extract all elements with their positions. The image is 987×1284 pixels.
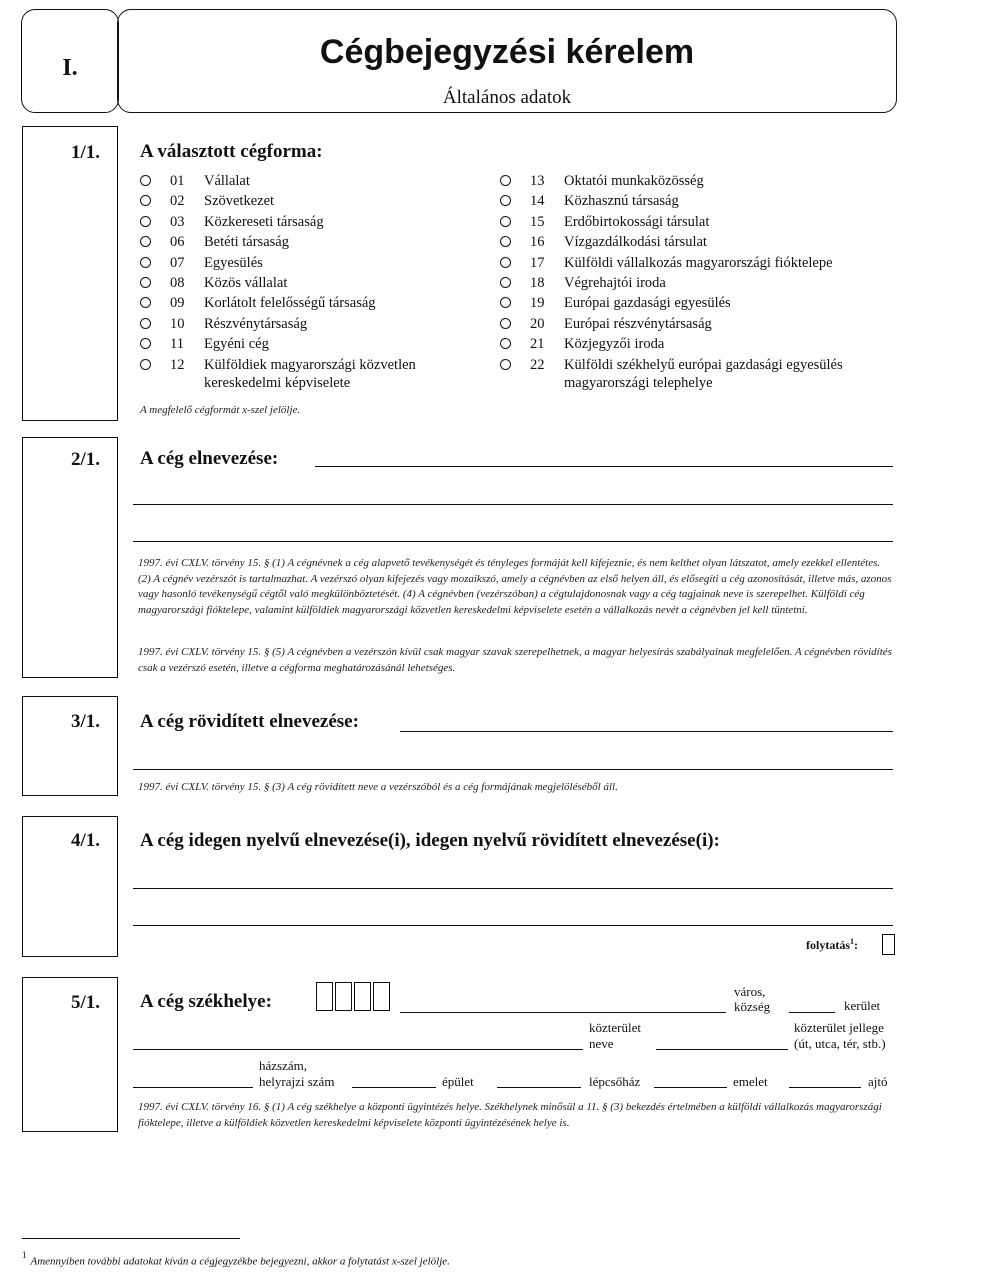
- section-heading-cegforma: A választott cégforma:: [140, 141, 323, 162]
- radio-circle-icon[interactable]: [140, 277, 151, 288]
- option-label: Erdőbirtokossági társulat: [564, 213, 710, 230]
- section-heading-rovid-nev: A cég rövidített elnevezése:: [140, 711, 359, 732]
- option-code: 06: [170, 234, 185, 251]
- option-label: Végrehajtói iroda: [564, 275, 666, 291]
- option-code: 21: [530, 336, 545, 353]
- emelet-line[interactable]: [654, 1087, 727, 1088]
- radio-circle-icon[interactable]: [500, 318, 511, 329]
- idegen-nev-line-1[interactable]: [133, 888, 893, 889]
- footnote: [22, 1250, 450, 1269]
- radio-circle-icon[interactable]: [140, 175, 151, 186]
- hazszam-label: házszám,: [259, 1058, 308, 1073]
- option-label-continued: magyarországi telephelye: [564, 374, 713, 391]
- radio-circle-icon[interactable]: [140, 338, 151, 349]
- option-label: Közös vállalat: [204, 275, 288, 291]
- folytatas-checkbox[interactable]: [882, 934, 895, 955]
- rovid-nev-law-note: 1997. évi CXLV. törvény 15. § (3) A cég rövidített neve a vezérszóból és a cég formájának megjelöléséből áll.: [138, 781, 618, 793]
- radio-circle-icon[interactable]: [140, 359, 151, 370]
- szekhely-law-note: 1997. évi CXLV. törvény 16. § (1) A cég székhelye a központi ügyintézés helye. Székhelynek minősül a 11. § (3) bekezdés értelmében a külföldi vállalkozás magyarországi fióktelepe, illetve a külföldiek közvetlen kereskedelmi képviselete központi ügyintézésének helye is.: [138, 1101, 882, 1129]
- option-code: 10: [170, 315, 185, 332]
- option-label: Oktatói munkaközösség: [564, 173, 704, 189]
- emelet-label: emelet: [733, 1074, 768, 1089]
- option-code: 22: [530, 356, 545, 373]
- rovid-nev-line-2[interactable]: [133, 769, 893, 770]
- option-code: 19: [530, 295, 545, 312]
- option-code: 14: [530, 193, 545, 210]
- cegforma-option-21[interactable]: [500, 335, 900, 353]
- option-code: 01: [170, 173, 185, 189]
- radio-circle-icon[interactable]: [140, 216, 151, 227]
- cegforma-option-03[interactable]: [140, 213, 490, 231]
- footnote-mark: 1: [22, 1250, 27, 1260]
- radio-circle-icon[interactable]: [500, 297, 511, 308]
- footnote-separator: [22, 1238, 240, 1239]
- cegforma-option-16[interactable]: [500, 233, 900, 251]
- section-box-2: [22, 437, 118, 678]
- cegnev-line-3[interactable]: [133, 541, 893, 542]
- option-code: 09: [170, 295, 185, 312]
- option-code: 15: [530, 213, 545, 230]
- section-roman-numeral: I.: [62, 55, 78, 81]
- radio-circle-icon[interactable]: [500, 338, 511, 349]
- option-code: 03: [170, 213, 185, 230]
- cegforma-option-12[interactable]: [140, 356, 490, 392]
- kozterulet-label: közterület: [589, 1020, 641, 1035]
- radio-circle-icon[interactable]: [500, 195, 511, 206]
- option-label: Részvénytársaság: [204, 315, 308, 332]
- option-label: Európai részvénytársaság: [564, 315, 712, 332]
- radio-circle-icon[interactable]: [140, 318, 151, 329]
- cegnev-law-note-1: 1997. évi CXLV. törvény 15. § (1) A cégnévnek a cég alapvető tevékenységét és tényleges formáját kell kifejeznie, és nem kelthet olyan látszatot, amely ezekkel ellentétes. (2) A cégnév vezérszót is tartalmazhat. A vezérszó olyan kifejezés vagy mozaikszó, amely a cégnévben az első helyen áll, és elősegíti a cég azonosítását, illetve más, azonos vagy hasonló tevékenységű cégtől való megkülönböztetését. (4) A cégnévben (vezérszóban) a cégtulajdonosnak vagy a cég tagjainak neve is szerepelhet. Külföldi cég magyarországi fióktelepe, valamint külföldiek magyarországi közvetlen kereskedelmi képviselete esetén a vállalkozás nevét a cégnévben jel kell tüntetni.: [138, 557, 892, 616]
- radio-circle-icon[interactable]: [500, 216, 511, 227]
- option-code: 12: [170, 356, 185, 373]
- iranyitoszam-boxes[interactable]: [316, 982, 392, 1016]
- cegforma-option-11[interactable]: [140, 335, 490, 353]
- lepcsohaz-line[interactable]: [497, 1087, 581, 1088]
- radio-circle-icon[interactable]: [500, 236, 511, 247]
- option-code: 07: [170, 254, 185, 271]
- radio-circle-icon[interactable]: [140, 236, 151, 247]
- cegnev-law-note-2: 1997. évi CXLV. törvény 15. § (5) A cégnévben a vezérszón kívül csak magyar szavak szerepelhetnek, a magyar helyesírás szabályainak megfelelően. A cégnévben rövidítés csak a vezérszó esetén, illetve a cégforma meghatározásánál lehetséges.: [138, 646, 892, 674]
- idegen-nev-line-2[interactable]: [133, 925, 893, 926]
- kozterulet-neve-line[interactable]: [133, 1049, 583, 1050]
- option-label: Betéti társaság: [204, 234, 289, 251]
- rovid-nev-line-1[interactable]: [400, 731, 893, 732]
- cegforma-option-07[interactable]: [140, 254, 490, 272]
- section-number-5: 5/1.: [70, 992, 100, 1013]
- option-code: 18: [530, 275, 545, 291]
- cegforma-option-08[interactable]: [140, 274, 490, 292]
- option-label: Európai gazdasági egyesülés: [564, 295, 731, 312]
- cegforma-option-06[interactable]: [140, 233, 490, 251]
- kozterulet-jellege-hint: (út, utca, tér, stb.): [794, 1036, 886, 1051]
- kozterulet-jellege-label: közterület jellege: [794, 1020, 884, 1035]
- cegforma-option-20[interactable]: [500, 315, 900, 333]
- kozterulet-jellege-line[interactable]: [656, 1049, 788, 1050]
- cegforma-option-02[interactable]: [140, 192, 490, 210]
- kerulet-line[interactable]: [789, 1012, 835, 1013]
- section-heading-idegen-nev: A cég idegen nyelvű elnevezése(i), idegen nyelvű rövidített elnevezése(i):: [140, 830, 720, 851]
- cegforma-note: A megfelelő cégformát x-szel jelölje.: [140, 404, 301, 416]
- cegforma-option-01[interactable]: [140, 172, 490, 190]
- section-number-2: 2/1.: [70, 449, 100, 470]
- option-code: 11: [170, 336, 184, 353]
- page-subtitle: Általános adatok: [442, 87, 572, 108]
- cegforma-option-18[interactable]: [500, 274, 900, 292]
- footnote-text: Amennyiben további adatokat kíván a cégjegyzékbe bejegyezni, akkor a folytatást x-szel jelölje.: [30, 1255, 450, 1268]
- section-box-1: [22, 126, 118, 421]
- section-heading-cegnev: A cég elnevezése:: [140, 448, 279, 469]
- option-label: Korlátolt felelősségű társaság: [204, 295, 376, 312]
- lepcsohaz-label: lépcsőház: [589, 1074, 641, 1089]
- cegforma-option-15[interactable]: [500, 213, 900, 231]
- option-code: 16: [530, 234, 545, 251]
- ajto-line[interactable]: [789, 1087, 861, 1088]
- radio-circle-icon[interactable]: [500, 277, 511, 288]
- iranyitoszam-cell-4[interactable]: [373, 982, 390, 1011]
- radio-circle-icon[interactable]: [500, 359, 511, 370]
- cegnev-line-1[interactable]: [315, 466, 893, 467]
- iranyitoszam-cell-1[interactable]: [316, 982, 333, 1011]
- cegforma-option-14[interactable]: [500, 192, 900, 210]
- option-code: 08: [170, 275, 185, 291]
- option-label: Közjegyzői iroda: [564, 336, 665, 353]
- option-label: Közkereseti társaság: [204, 213, 324, 230]
- epulet-label: épület: [442, 1074, 474, 1089]
- cegforma-option-17[interactable]: [500, 254, 900, 272]
- iranyitoszam-cell-2[interactable]: [335, 982, 352, 1011]
- option-code: 20: [530, 315, 545, 332]
- option-label: Vízgazdálkodási társulat: [564, 234, 707, 251]
- cegforma-option-09[interactable]: [140, 294, 490, 312]
- option-label: Szövetkezet: [204, 193, 275, 210]
- radio-circle-icon[interactable]: [140, 257, 151, 268]
- kozseg-label: község: [734, 999, 771, 1014]
- option-code: 02: [170, 193, 185, 210]
- cegforma-option-13[interactable]: [500, 172, 900, 190]
- radio-circle-icon[interactable]: [140, 195, 151, 206]
- option-label: Egyéni cég: [204, 336, 269, 353]
- helyrajzi-szam-label: helyrajzi szám: [259, 1074, 335, 1089]
- section-number-4: 4/1.: [70, 830, 100, 851]
- kerulet-label: kerület: [844, 998, 881, 1013]
- cegnev-line-2[interactable]: [133, 504, 893, 505]
- varos-line[interactable]: [400, 1012, 726, 1013]
- option-label: Külföldi székhelyű európai gazdasági egyesülés: [564, 356, 843, 373]
- cegforma-option-10[interactable]: [140, 315, 490, 333]
- option-label: Vállalat: [204, 173, 250, 189]
- varos-label: város,: [734, 984, 766, 999]
- option-label: Külföldi vállalkozás magyarországi fióktelepe: [564, 254, 833, 271]
- section-number-3: 3/1.: [70, 711, 100, 732]
- cegforma-option-19[interactable]: [500, 294, 900, 312]
- iranyitoszam-cell-3[interactable]: [354, 982, 371, 1011]
- hazszam-line[interactable]: [133, 1087, 253, 1088]
- option-label: Egyesülés: [204, 254, 263, 271]
- page-title: Cégbejegyzési kérelem: [319, 33, 695, 71]
- folytatas-label: folytatás$^1$:: [806, 937, 858, 952]
- option-code: 13: [530, 173, 545, 189]
- option-code: 17: [530, 254, 545, 271]
- epulet-line[interactable]: [352, 1087, 436, 1088]
- option-label: Közhasznú társaság: [564, 193, 679, 210]
- radio-circle-icon[interactable]: [500, 175, 511, 186]
- section-heading-szekhely: A cég székhelye:: [140, 991, 272, 1012]
- radio-circle-icon[interactable]: [140, 297, 151, 308]
- option-label-continued: kereskedelmi képviselete: [204, 374, 351, 391]
- option-label: Külföldiek magyarországi közvetlen: [204, 356, 416, 373]
- cegforma-option-22[interactable]: [500, 356, 900, 392]
- ajto-label: ajtó: [868, 1074, 888, 1089]
- kozterulet-neve-label: neve: [589, 1036, 614, 1051]
- section-number-1: 1/1.: [70, 142, 100, 163]
- radio-circle-icon[interactable]: [500, 257, 511, 268]
